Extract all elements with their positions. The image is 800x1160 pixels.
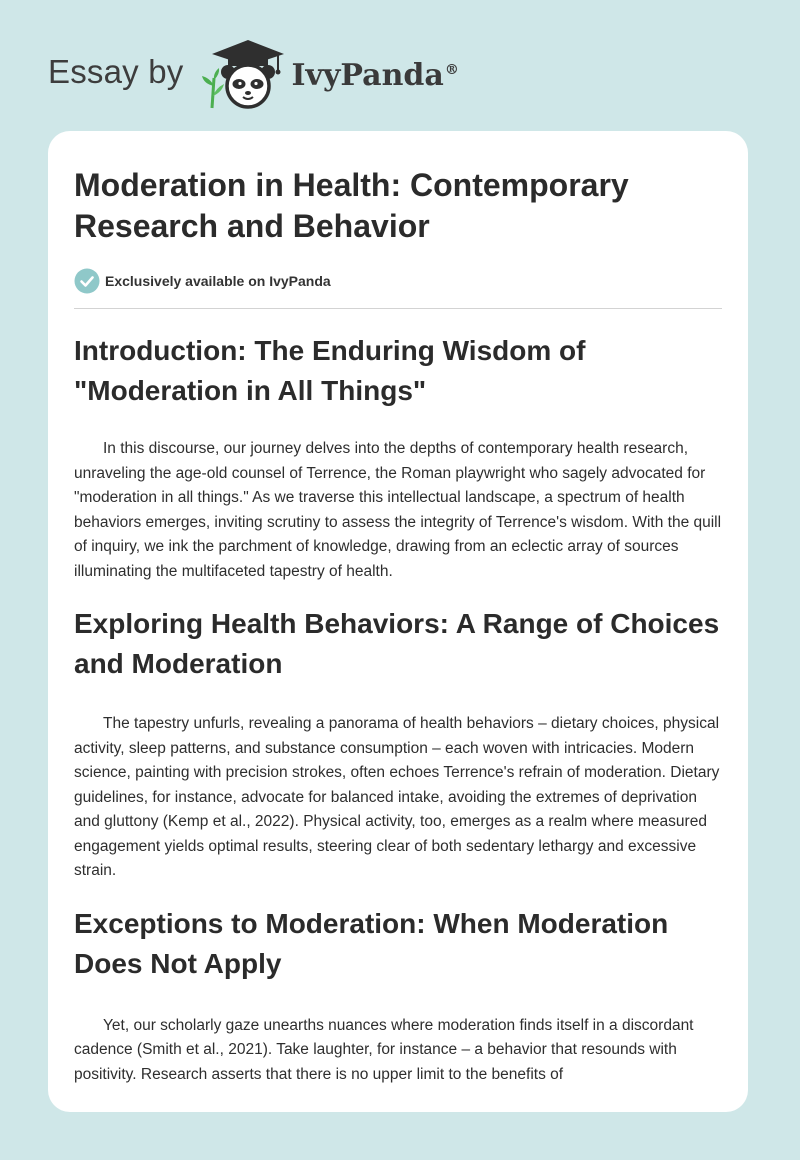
section-paragraph: The tapestry unfurls, revealing a panorama of health behaviors – dietary choices, physical activity, sleep patterns, and substance consumption – each woven with intricacies. Modern science, painting with precision strokes, often echoes Terrence's refrain of moderation. Dietary guidelines, for instance, advocate for balanced intake, avoiding the extremes of deprivation and gluttony (Kemp et al., 2022). Physical activity, too, emerges as a realm where measured engagement yields optimal results, steering clear of both sedentary lethargy and excessive strain. bbox=[74, 715, 720, 879]
brand-name[interactable] bbox=[292, 58, 459, 93]
check-circle-icon bbox=[74, 268, 100, 294]
section-paragraph: In this discourse, our journey delves into the depths of contemporary health research, unraveling the age-old counsel of Terrence, the Roman playwright who sagely advocated for "moderation in all things." As we traverse this intellectual landscape, a spectrum of health behaviors emerges, inviting scrutiny to assess the integrity of Terrence's wisdom. With the quill of inquiry, we ink the parchment of knowledge, drawing from an eclectic array of sources illuminating the multifaceted tapestry of health. bbox=[74, 440, 722, 580]
exclusive-badge bbox=[74, 268, 722, 294]
registered-mark: ® bbox=[444, 61, 459, 78]
essay-title: Moderation in Health: Contemporary Research and Behavior bbox=[74, 167, 629, 244]
section-introduction bbox=[74, 331, 722, 584]
essay-card bbox=[48, 131, 748, 1112]
exclusive-badge-label: Exclusively available on IvyPanda bbox=[105, 273, 331, 289]
section-heading: Introduction: The Enduring Wisdom of "Moderation in All Things" bbox=[74, 335, 586, 406]
title-divider bbox=[74, 308, 722, 309]
section-exploring-health-behaviors bbox=[74, 604, 722, 884]
section-heading: Exceptions to Moderation: When Moderation Does Not Apply bbox=[74, 907, 669, 979]
brand-header bbox=[48, 32, 459, 112]
section-paragraph: Yet, our scholarly gaze unearths nuances where moderation finds itself in a discordant cadence (Smith et al., 2021). Take laughter, for instance – a behavior that resounds with positivity. Research asserts that there is no upper limit to the benefits of bbox=[74, 1016, 694, 1083]
panda-graduation-cap-icon[interactable] bbox=[198, 34, 290, 110]
section-exceptions-to-moderation bbox=[74, 904, 722, 1088]
section-heading: Exploring Health Behaviors: A Range of Choices and Moderation bbox=[74, 608, 720, 679]
brand-prefix: Essay by bbox=[48, 53, 184, 90]
brand-name-text: IvyPanda bbox=[291, 57, 444, 93]
